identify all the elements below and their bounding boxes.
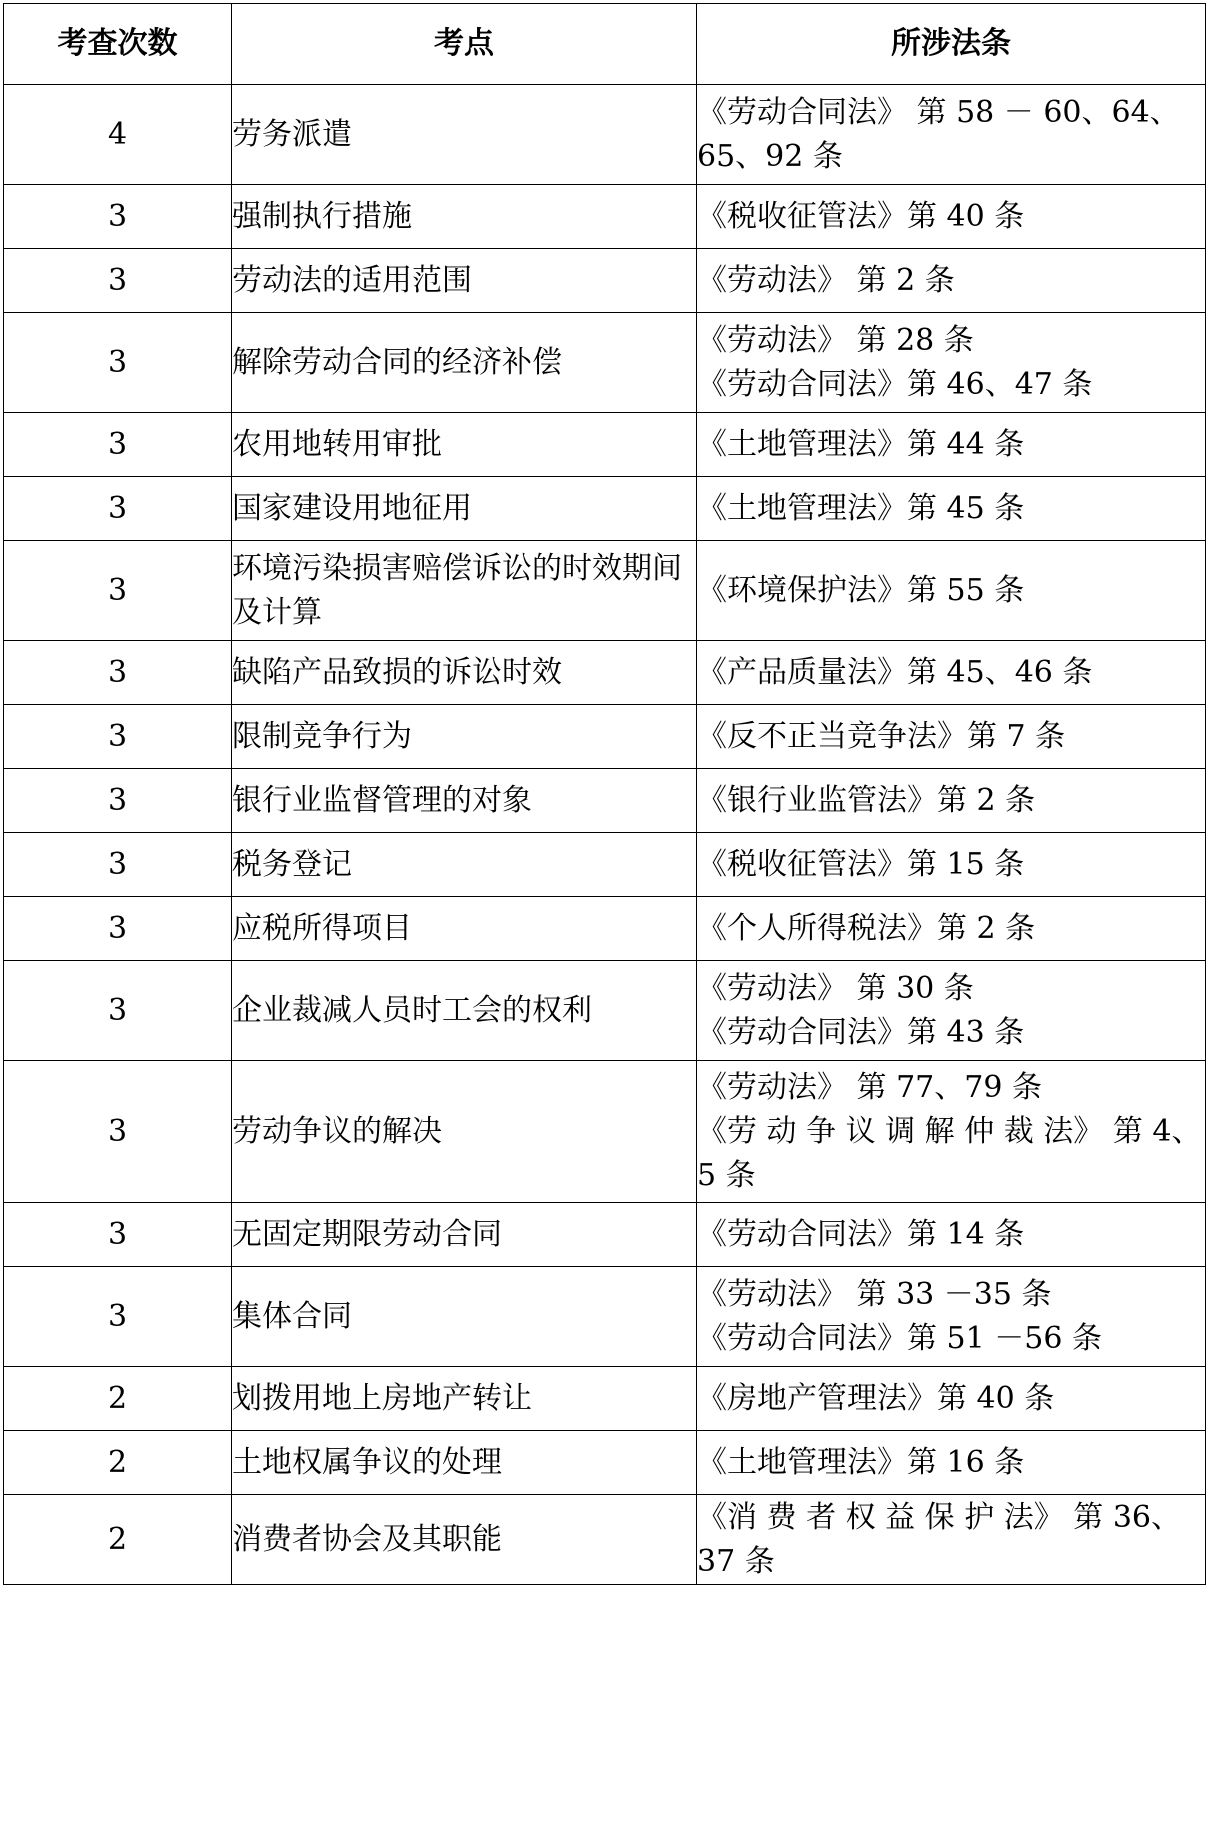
exam-count-cell: 3 [4,833,232,897]
law-reference-line: 5 条 [697,1157,756,1193]
exam-count-cell: 2 [4,1495,232,1585]
exam-point-cell: 土地权属争议的处理 [232,1431,697,1495]
exam-point-cell: 银行业监督管理的对象 [232,769,697,833]
exam-count-cell: 3 [4,541,232,641]
table-row [4,833,1206,897]
law-reference-line: 《个人所得税法》第 2 条 [697,910,1036,946]
exam-count-cell: 3 [4,1203,232,1267]
related-laws-cell [697,1203,1206,1267]
law-reference-line: 《劳动法》 第 28 条 [697,322,974,358]
related-laws-cell [697,313,1206,413]
law-reference-line: 《土地管理法》第 45 条 [697,490,1025,526]
law-reference-line: 《产品质量法》第 45、46 条 [697,654,1093,690]
table-row [4,477,1206,541]
table-row [4,313,1206,413]
table-row [4,641,1206,705]
table-row [4,897,1206,961]
law-reference-line: 《银行业监管法》第 2 条 [697,782,1036,818]
table-header-row [4,4,1206,85]
law-reference-line: 《劳动合同法》第 43 条 [697,1014,1025,1050]
law-reference-line: 《土地管理法》第 16 条 [697,1444,1025,1480]
related-laws-cell [697,705,1206,769]
header-exam-count: 考查次数 [4,4,232,85]
related-laws-cell [697,541,1206,641]
exam-count-cell: 3 [4,313,232,413]
table-row [4,249,1206,313]
table-row [4,1495,1206,1585]
exam-point-cell: 国家建设用地征用 [232,477,697,541]
related-laws-cell [697,897,1206,961]
law-reference-line: 《劳 动 争 议 调 解 仲 裁 法》 第 4、 [697,1113,1202,1149]
exam-count-cell: 3 [4,249,232,313]
table-row [4,185,1206,249]
related-laws-cell [697,413,1206,477]
law-reference-line: 《劳动法》 第 30 条 [697,970,974,1006]
exam-point-cell: 劳动争议的解决 [232,1061,697,1203]
law-reference-line: 《劳动合同法》第 51 －56 条 [697,1320,1102,1356]
law-reference-line: 《劳动法》 第 33 －35 条 [697,1276,1052,1312]
exam-count-cell: 3 [4,477,232,541]
exam-count-cell: 3 [4,897,232,961]
table-body [4,85,1206,1585]
exam-point-cell: 限制竞争行为 [232,705,697,769]
table-row [4,705,1206,769]
exam-point-cell: 劳动法的适用范围 [232,249,697,313]
table-row [4,541,1206,641]
table-row [4,1203,1206,1267]
exam-count-cell: 3 [4,1267,232,1367]
law-reference-line: 《税收征管法》第 40 条 [697,198,1025,234]
law-reference-line: 《房地产管理法》第 40 条 [697,1380,1055,1416]
exam-point-cell: 解除劳动合同的经济补偿 [232,313,697,413]
law-reference-line: 《劳动合同法》 第 58 － 60、64、 [697,94,1180,130]
related-laws-cell [697,1267,1206,1367]
exam-point-cell: 无固定期限劳动合同 [232,1203,697,1267]
exam-count-cell: 3 [4,769,232,833]
exam-point-cell: 企业裁减人员时工会的权利 [232,961,697,1061]
law-reference-line: 《劳动合同法》第 46、47 条 [697,366,1093,402]
law-reference-line: 《劳动法》 第 77、79 条 [697,1069,1042,1105]
related-laws-cell [697,961,1206,1061]
law-reference-line: 65、92 条 [697,138,843,174]
table-row [4,85,1206,185]
table-row [4,1061,1206,1203]
table-row [4,1431,1206,1495]
table-row [4,961,1206,1061]
exam-count-cell: 3 [4,705,232,769]
law-reference-line: 《劳动法》 第 2 条 [697,262,955,298]
law-points-table [3,3,1206,1585]
exam-point-cell: 劳务派遣 [232,85,697,185]
header-exam-point: 考点 [232,4,697,85]
law-reference-line: 《土地管理法》第 44 条 [697,426,1025,462]
related-laws-cell [697,641,1206,705]
related-laws-cell [697,833,1206,897]
law-reference-line: 37 条 [697,1543,775,1579]
exam-point-cell: 强制执行措施 [232,185,697,249]
related-laws-cell [697,1431,1206,1495]
table-row [4,1267,1206,1367]
exam-count-cell: 3 [4,185,232,249]
law-reference-line: 《环境保护法》第 55 条 [697,572,1025,608]
law-reference-line: 《消 费 者 权 益 保 护 法》 第 36、 [697,1499,1181,1535]
related-laws-cell [697,1061,1206,1203]
table-row [4,1367,1206,1431]
related-laws-cell [697,1367,1206,1431]
exam-point-cell: 集体合同 [232,1267,697,1367]
header-related-laws: 所涉法条 [697,4,1206,85]
law-reference-line: 《劳动合同法》第 14 条 [697,1216,1025,1252]
exam-count-cell: 2 [4,1431,232,1495]
exam-count-cell: 3 [4,961,232,1061]
exam-count-cell: 2 [4,1367,232,1431]
exam-count-cell: 3 [4,641,232,705]
law-reference-line: 《税收征管法》第 15 条 [697,846,1025,882]
exam-count-cell: 4 [4,85,232,185]
related-laws-cell [697,769,1206,833]
exam-count-cell: 3 [4,1061,232,1203]
exam-point-cell: 应税所得项目 [232,897,697,961]
exam-point-cell: 税务登记 [232,833,697,897]
related-laws-cell [697,477,1206,541]
related-laws-cell [697,249,1206,313]
exam-point-cell: 农用地转用审批 [232,413,697,477]
related-laws-cell [697,1495,1206,1585]
table-row [4,413,1206,477]
table-row [4,769,1206,833]
exam-point-cell: 环境污染损害赔偿诉讼的时效期间及计算 [232,541,697,641]
law-reference-line: 《反不正当竞争法》第 7 条 [697,718,1066,754]
related-laws-cell [697,185,1206,249]
exam-count-cell: 3 [4,413,232,477]
exam-point-cell: 划拨用地上房地产转让 [232,1367,697,1431]
exam-point-cell: 消费者协会及其职能 [232,1495,697,1585]
related-laws-cell [697,85,1206,185]
exam-point-cell: 缺陷产品致损的诉讼时效 [232,641,697,705]
